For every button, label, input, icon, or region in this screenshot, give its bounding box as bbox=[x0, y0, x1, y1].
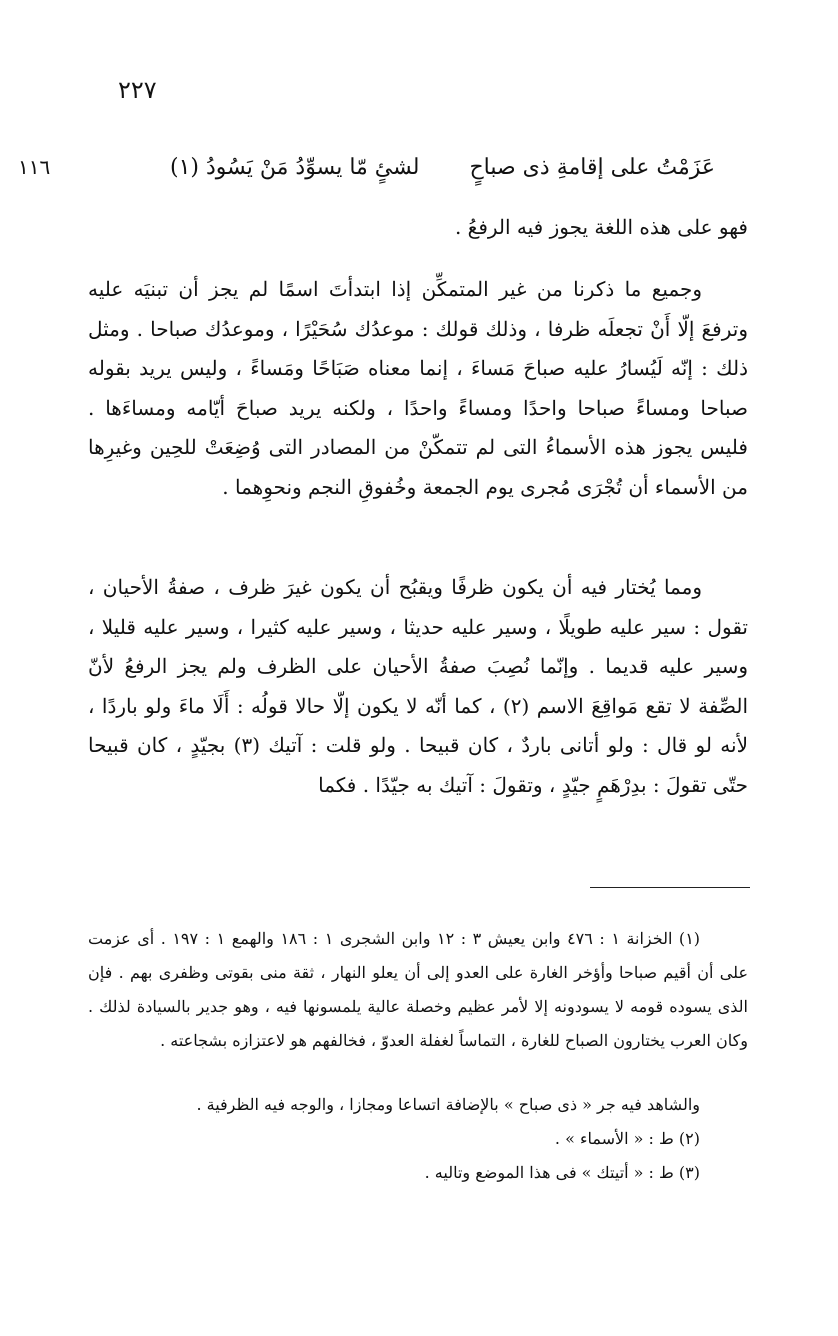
footnote-2: (٢) ط : « الأسماء » . bbox=[554, 1129, 700, 1148]
footnote-1 bbox=[88, 922, 748, 1058]
footnote-separator bbox=[590, 887, 750, 888]
paragraph-text: ومما يُختار فيه أن يكون ظرفًا ويقبُح أن يكون غيرَ ظرف ، صفةُ الأحيان ، تقول : سير عليه طويلًا ، وسير عليه حديثا ، وسير عليه كثيرا ، وسير عليه قليلا ، وسير عليه قديما . وإنّما نُصِبَ صفةُ الأحيان على الظرف ولم يجز الرفعُ لأنّ الصِّفة لا تقع مَواقِعَ الاسم (٢) ، كما أنّه لا يكون إلّا حالا قولُه : أَلَا ماءَ ولو باردًا ، لأنه لو قال : ولو أتانى باردٌ ، كان قبيحا . ولو قلت : آتيك (٣) بجيّدٍ ، كان قبيحا حتّى تقولَ : بدِرْهَمٍ جيّدٍ ، وتقولَ : آتيك به جيّدًا . فكما bbox=[88, 575, 749, 797]
footnote-3: (٣) ط : « أتيتك » فى هذا الموضع وتاليه . bbox=[424, 1163, 700, 1182]
paragraph-main-2 bbox=[88, 568, 748, 805]
footnotes-continued bbox=[88, 1088, 748, 1190]
paragraph-text: فهو على هذه اللغة يجوز فيه الرفعُ . bbox=[454, 215, 748, 239]
footnote-1-continued: والشاهد فيه جر « ذى صباح » بالإضافة اتساعا ومجازا ، والوجه فيه الظرفية . bbox=[196, 1095, 700, 1114]
margin-number: ١١٦ bbox=[18, 155, 51, 179]
paragraph-intro bbox=[88, 208, 748, 248]
paragraph-text: وجميع ما ذكرنا من غير المتمكِّن إذا ابتدأتَ اسمًا لم يجز أن تبنيَه عليه وترفعَ إلّا أَنْ تجعلَه ظرفا ، وذلك قولك : موعدُك سُحَيْرًا ، وموعدُك صباحا . ومثل ذلك : إنّه لَيُسارُ عليه صباحَ مَساءَ ، إنما معناه صَبَاحًا ومَساءً ، وليس يريد بقوله صباحا ومساءً صباحا واحدًا ومساءً واحدًا ، ولكنه يريد صباحَ أيّامه ومساءَها . فليس يجوز هذه الأسماءُ التى لم تتمكّنْ من المصادر التى وُضِعَتْ للحِين وغيرِها من الأسماء أن تُجْرَى مُجرى يوم الجمعة وخُفوقِ النجم ونحوِهما . bbox=[88, 277, 748, 499]
footnote-text: (١) الخزانة ١ : ٤٧٦ وابن يعيش ٣ : ١٢ وابن الشجرى ١ : ١٨٦ والهمع ١ : ١٩٧ . أى عزمت على أن أقيم صباحا وأؤخر الغارة على العدو إلى أن يعلو النهار ، ثقة منى بقوتى وظفرى بهم . فإن الذى يسوده قومه لا يسودونه إلا لأمر عظيم وخصلة عالية يلمسونها فيه ، وهو جدير بالسيادة لذلك . وكان العرب يختارون الصباح للغارة ، التماساً لغفلة العدوّ ، فخالفهم هو لاعتزازه بشجاعته . bbox=[88, 929, 748, 1050]
paragraph-main-1 bbox=[88, 270, 748, 507]
verse-second-hemistich: لشئٍ مّا يسوِّدُ مَنْ يَسُودُ (١) bbox=[170, 155, 420, 180]
verse bbox=[170, 145, 715, 193]
verse-first-hemistich: عَزَمْتُ على إقامةِ ذى صباحٍ bbox=[469, 155, 715, 180]
page-number: ٢٢٧ bbox=[118, 76, 157, 104]
